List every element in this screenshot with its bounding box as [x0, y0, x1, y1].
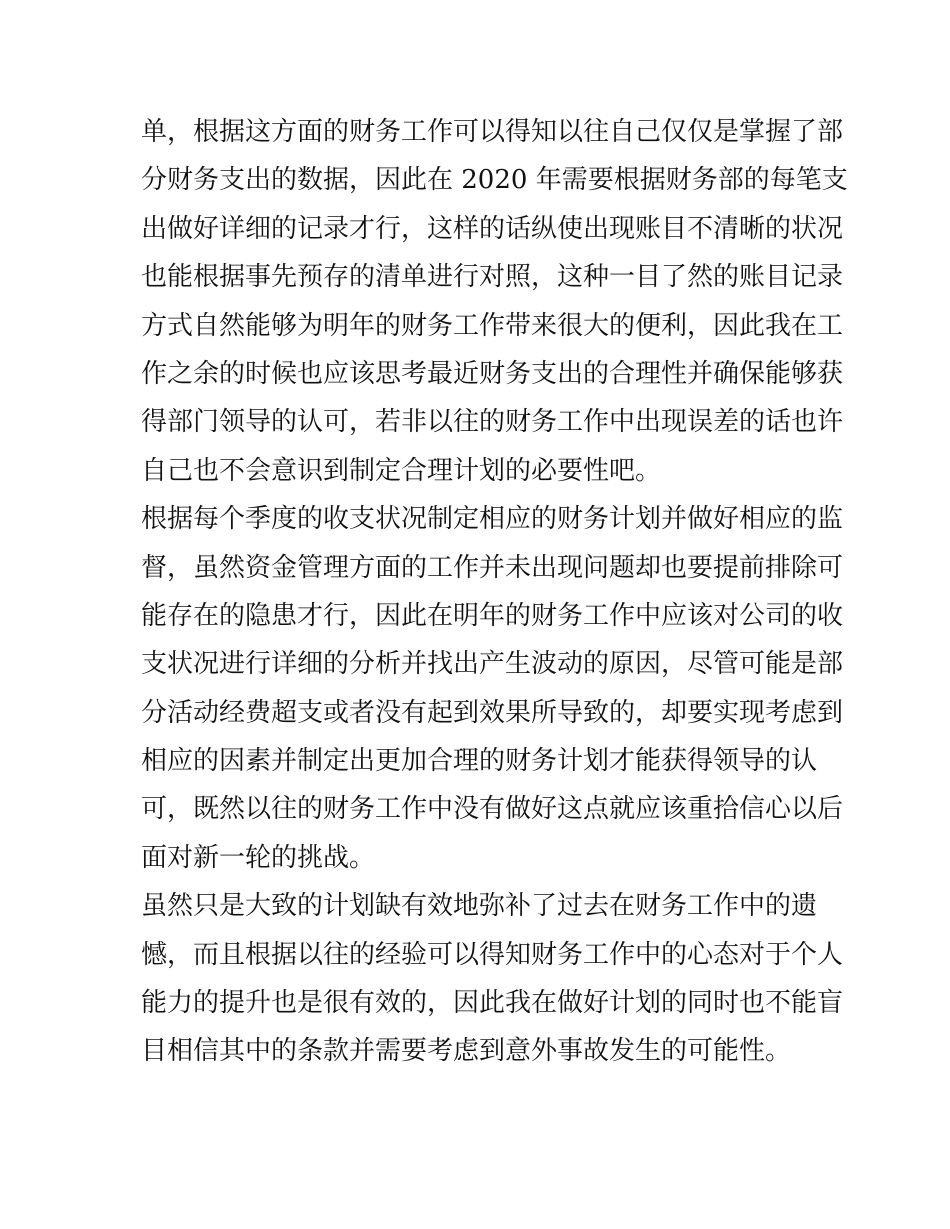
paragraph-line: 单，根据这方面的财务工作可以得知以往自己仅仅是掌握了部 — [141, 117, 844, 147]
paragraph-line: 虽然只是大致的计划缺有效地弥补了过去在财务工作中的遗 — [141, 891, 818, 922]
paragraph-1 — [141, 108, 848, 495]
paragraph-line: 分活动经费超支或者没有起到效果所导致的，却要实现考虑到 — [141, 697, 844, 728]
paragraph-line: 督，虽然资金管理方面的工作并未出现问题却也要提前排除可 — [141, 552, 844, 583]
paragraph-3 — [141, 882, 844, 1076]
paragraph-line: 分财务支出的数据，因此在 2020 年需要根据财务部的每笔支 — [141, 165, 848, 196]
paragraph-line: 能存在的隐患才行，因此在明年的财务工作中应该对公司的收 — [141, 600, 844, 631]
paragraph-line: 可，既然以往的财务工作中没有做好这点就应该重拾信心以后 — [141, 794, 844, 825]
paragraph-line: 支状况进行详细的分析并找出产生波动的原因，尽管可能是部 — [141, 649, 844, 680]
paragraph-line: 方式自然能够为明年的财务工作带来很大的便利，因此我在工 — [141, 310, 844, 341]
paragraph-line: 能力的提升也是很有效的，因此我在做好计划的同时也不能盲 — [141, 988, 844, 1019]
paragraph-line: 根据每个季度的收支状况制定相应的财务计划并做好相应的监 — [141, 504, 844, 535]
document-body — [141, 108, 848, 1076]
paragraph-line: 也能根据事先预存的清单进行对照，这种一目了然的账目记录 — [141, 262, 844, 293]
paragraph-line: 自己也不会意识到制定合理计划的必要性吧。 — [141, 455, 662, 486]
paragraph-line: 得部门领导的认可，若非以往的财务工作中出现误差的话也许 — [141, 407, 844, 438]
paragraph-line: 相应的因素并制定出更加合理的财务计划才能获得领导的认 — [141, 746, 818, 777]
paragraph-2 — [141, 495, 844, 882]
paragraph-line: 面对新一轮的挑战。 — [141, 842, 376, 873]
paragraph-line: 出做好详细的记录才行，这样的话纵使出现账目不清晰的状况 — [141, 213, 844, 244]
paragraph-line: 作之余的时候也应该思考最近财务支出的合理性并确保能够获 — [141, 358, 844, 389]
paragraph-line: 目相信其中的条款并需要考虑到意外事故发生的可能性。 — [141, 1036, 792, 1067]
paragraph-line: 憾，而且根据以往的经验可以得知财务工作中的心态对于个人 — [141, 939, 844, 970]
